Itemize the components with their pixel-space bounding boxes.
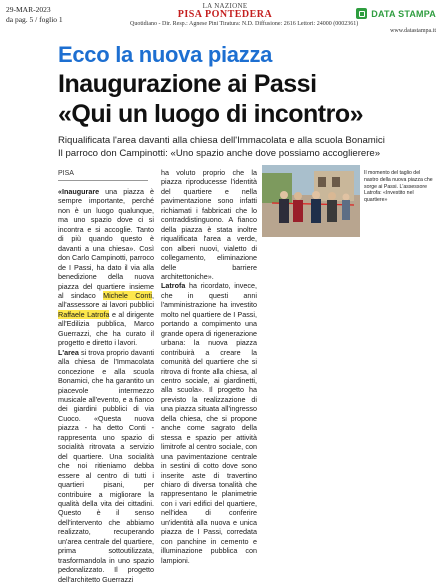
lead-word-2: L'area [58,347,79,357]
newspaper-masthead [145,2,305,19]
article-kicker: Ecco la nuova piazza [58,42,273,67]
byline-divider [58,180,148,181]
masthead-top: LA NAZIONE [202,2,248,10]
article-subtitle-line2: Il parroco don Campinotti: «Uno spazio anche dove possiamo accoglierere» [58,148,381,159]
highlight-assessor: Raffaele Latrofa [58,309,110,319]
photo-caption: Il momento del taglio del nastro della nuova piazza che sorge ai Passi. L'assessore Latrofa: «Investito nel quartiere» [364,170,433,204]
ribbon-cutting-photo [262,165,360,237]
article-column-2: ha voluto proprio che la piazza riproducesse l'identità del quartiere e nella pavimentazione sono infatti richiamati i fabbricati che lo contraddistinguono. A fianco della piazza è stata inoltre riqualificata l'area a verde, con alberi nuovi, vialetto di collegamento, eliminazione delle barriere architettoniche». Latrofa ha ricordato, invece, che in questi anni l'amministrazione ha investito molto nel quartiere de I Passi, portando a compimento una grande opera di rigenerazione urbana: la nuova piazza contribuirà a creare la comunità del quartiere che si ritrova di fronte alla chiesa, al centro sociale, ai giardinetti, alla scuola». Il progetto ha previsto la realizzazione di una piazza situata all'ingresso della chiesa, che si propone anche come sagrato della stessa e spazio per attività limitrofe al centro sociale, con una pavimentazione centrale in sestini di cotto dove sono inserite aste di travertino chiaro di diversa tonalità che rappresentano le planimetrie con i vari edifici del quartiere, nell'idea di conferire un'identità alla nuova e unica piazza de I Passi, corredata con panchine in cemento e illuminazione pubblica con lampioni. [161,168,257,565]
header-date: 29-MAR-2023 [6,5,51,14]
lead-word: «Inaugurare [58,187,100,196]
header-pages: da pag. 5 / foglio 1 [6,15,63,24]
article-column-1: «Inaugurare una piazza è sempre importante, perché non è un luogo qualunque, ma uno spazio dove ci si incontra e si accoglie. Tanto di più quando questo è davanti a una chiesa». Così don Carlo Campinotti, parroco de I Passi, ha dato il via alla benedizione della nuova piazza del quartiere insieme al sindaco Michele Conti, all'assessore ai lavori pubblici Raffaele Latrofa e al dirigente all'Edilizia pubblica, Marco Guerrazzi, che ha curato il progetto e diretto i lavori. L'area si trova proprio davanti alla chiesa de l'Immacolata concezione e alla scuola Bonamici, che ha garantito un piacevole intermezzo musicale all'evento, e a fianco dei giardini pubblici di via Cuoco. «Questa nuova piazza - ha detto Conti - rappresenta uno spazio di socialità ritrovata a servizio del quartiere. Una socialità che noi ritieniamo debba essere al centro di tutti i quartieri pisani, per contribuire a migliorare la qualità della vita dei cittadini. Questo è il senso dell'intervento che abbiamo realizzato, recuperando un'area centrale del quartiere, prima sottoutilizzata, trasformandola in uno spazio pedonalizzato. Il progetto dell'architetto Guerrazzi [58,187,155,584]
header-url: www.datastampa.it [390,28,436,34]
highlight-mayor: Michele Conti [103,290,152,300]
datastampa-logo [356,8,436,19]
lead-word-3: Latrofa [161,281,186,291]
article-photo [262,165,360,237]
datastampa-icon [356,8,367,19]
article-byline: PISA [58,170,74,177]
header-meta: Quotidiano - Dir. Resp.: Agnese Pini Tiratura: N.D. Diffusione: 2616 Lettori: 24000 (0002361) [130,21,359,27]
header-date-block [6,5,63,25]
article-subtitle-line1: Riqualificata l'area davanti alla chiesa dell'Immacolata e alla scuola Bonamici [58,135,385,146]
masthead-name: PISA PONTEDERA [177,9,273,20]
article-title-line2: «Qui un luogo di incontro» [58,100,364,128]
datastampa-text: DATA STAMPA [371,8,436,19]
article-title-line1: Inaugurazione ai Passi [58,70,317,98]
